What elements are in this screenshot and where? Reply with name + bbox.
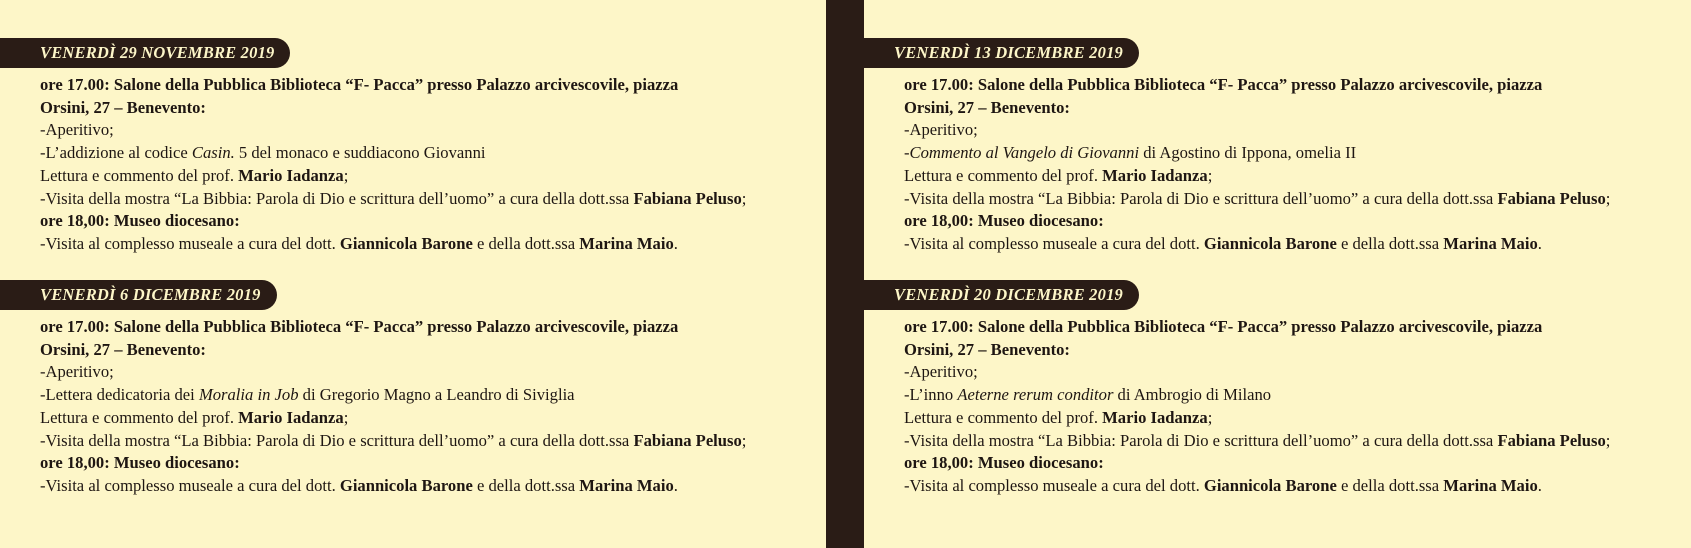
- event-body: [0, 74, 790, 256]
- guide-name: Marina Maio: [1443, 233, 1538, 253]
- center-divider: [826, 0, 864, 548]
- museum-text: .: [1537, 475, 1542, 495]
- comment-text: Lettura e commento del prof.: [40, 407, 239, 427]
- event-date-banner: VENERDÌ 6 DICEMBRE 2019: [0, 280, 277, 310]
- guide-name: Giannicola Barone: [1203, 475, 1337, 495]
- curator-name: Fabiana Peluso: [633, 430, 742, 450]
- event-block: [864, 38, 1654, 256]
- exhibit-text: -Visita della mostra “La Bibbia: Parola di Dio e scrittura dell’uomo” a cura della dott.ssa: [40, 188, 634, 208]
- museum-heading: ore 18,00: Museo diocesano:: [40, 211, 240, 231]
- event-body: [864, 74, 1654, 256]
- reading-line: [904, 384, 1654, 407]
- curator-name: Fabiana Peluso: [1497, 430, 1606, 450]
- museum-heading: ore 18,00: Museo diocesano:: [904, 211, 1104, 231]
- comment-text: Lettura e commento del prof.: [40, 165, 239, 185]
- exhibit-text: -Visita della mostra “La Bibbia: Parola di Dio e scrittura dell’uomo” a cura della dott.ssa: [904, 430, 1498, 450]
- venue-line: ore 17.00: Salone della Pubblica Biblioteca “F- Pacca” presso Palazzo arcivescovile, piazza: [40, 317, 679, 336]
- museum-line: [40, 475, 790, 498]
- comment-text: ;: [1207, 165, 1213, 185]
- museum-text: e della dott.ssa: [472, 475, 580, 495]
- comment-line: [904, 165, 1654, 188]
- comment-text: ;: [1207, 407, 1213, 427]
- reading-text: -L’addizione al codice: [40, 143, 192, 163]
- reading-text: 5 del monaco e suddiacono Giovanni: [234, 143, 486, 163]
- museum-text: -Visita al complesso museale a cura del dott.: [40, 233, 340, 253]
- comment-text: Lettura e commento del prof.: [904, 165, 1103, 185]
- reading-title: Aeterne rerum conditor: [957, 385, 1114, 405]
- event-date-banner: VENERDÌ 20 DICEMBRE 2019: [854, 280, 1139, 310]
- museum-line: [40, 233, 790, 256]
- event-body: [0, 316, 790, 498]
- exhibit-line: [40, 188, 790, 211]
- aperitivo-line: -Aperitivo;: [904, 362, 978, 382]
- curator-name: Fabiana Peluso: [633, 188, 742, 208]
- guide-name: Giannicola Barone: [339, 233, 473, 253]
- venue-line: Orsini, 27 – Benevento:: [904, 97, 1070, 117]
- guide-name: Giannicola Barone: [339, 475, 473, 495]
- exhibit-text: ;: [741, 430, 747, 450]
- reading-text: di Gregorio Magno a Leandro di Siviglia: [298, 385, 575, 405]
- exhibit-line: [40, 430, 790, 453]
- speaker-name: Mario Iadanza: [1102, 407, 1208, 427]
- comment-text: ;: [343, 165, 349, 185]
- museum-text: e della dott.ssa: [1336, 475, 1444, 495]
- reading-text: di Ambrogio di Milano: [1113, 385, 1272, 405]
- museum-heading: ore 18,00: Museo diocesano:: [904, 453, 1104, 473]
- aperitivo-line: -Aperitivo;: [40, 120, 114, 140]
- museum-text: -Visita al complesso museale a cura del dott.: [904, 475, 1204, 495]
- reading-line: [40, 142, 790, 165]
- guide-name: Marina Maio: [579, 233, 674, 253]
- event-date-banner: VENERDÌ 13 DICEMBRE 2019: [854, 38, 1139, 68]
- reading-text: -L’inno: [904, 385, 958, 405]
- aperitivo-line: -Aperitivo;: [40, 362, 114, 382]
- museum-line: [904, 475, 1654, 498]
- guide-name: Marina Maio: [1443, 475, 1538, 495]
- museum-text: -Visita al complesso museale a cura del dott.: [40, 475, 340, 495]
- speaker-name: Mario Iadanza: [1102, 165, 1208, 185]
- speaker-name: Mario Iadanza: [238, 165, 344, 185]
- exhibit-text: -Visita della mostra “La Bibbia: Parola di Dio e scrittura dell’uomo” a cura della dott.ssa: [904, 188, 1498, 208]
- reading-line: [40, 384, 790, 407]
- guide-name: Marina Maio: [579, 475, 674, 495]
- venue-line: Orsini, 27 – Benevento:: [40, 97, 206, 117]
- museum-text: -Visita al complesso museale a cura del dott.: [904, 233, 1204, 253]
- reading-text: di Agostino di Ippona, omelia II: [1139, 143, 1357, 163]
- venue-line: ore 17.00: Salone della Pubblica Biblioteca “F- Pacca” presso Palazzo arcivescovile, piazza: [40, 75, 679, 94]
- reading-text: -: [904, 143, 910, 163]
- event-body: [864, 316, 1654, 498]
- venue-line: ore 17.00: Salone della Pubblica Biblioteca “F- Pacca” presso Palazzo arcivescovile, piazza: [904, 75, 1543, 94]
- exhibit-text: ;: [741, 188, 747, 208]
- comment-line: [40, 407, 790, 430]
- museum-heading: ore 18,00: Museo diocesano:: [40, 453, 240, 473]
- museum-line: [904, 233, 1654, 256]
- comment-line: [904, 407, 1654, 430]
- reading-line: [904, 142, 1654, 165]
- comment-text: ;: [343, 407, 349, 427]
- museum-text: .: [673, 475, 678, 495]
- aperitivo-line: -Aperitivo;: [904, 120, 978, 140]
- event-block: [0, 280, 790, 498]
- reading-title: Casin.: [191, 143, 235, 163]
- exhibit-line: [904, 188, 1654, 211]
- exhibit-text: -Visita della mostra “La Bibbia: Parola di Dio e scrittura dell’uomo” a cura della dott.ssa: [40, 430, 634, 450]
- museum-text: e della dott.ssa: [472, 233, 580, 253]
- museum-text: e della dott.ssa: [1336, 233, 1444, 253]
- comment-text: Lettura e commento del prof.: [904, 407, 1103, 427]
- venue-line: Orsini, 27 – Benevento:: [40, 339, 206, 359]
- reading-text: -Lettera dedicatoria dei: [40, 385, 199, 405]
- exhibit-text: ;: [1605, 188, 1611, 208]
- reading-title: Moralia in Job: [198, 385, 299, 405]
- curator-name: Fabiana Peluso: [1497, 188, 1606, 208]
- speaker-name: Mario Iadanza: [238, 407, 344, 427]
- reading-title: Commento al Vangelo di Giovanni: [909, 143, 1140, 163]
- comment-line: [40, 165, 790, 188]
- event-block: [864, 280, 1654, 498]
- exhibit-text: ;: [1605, 430, 1611, 450]
- exhibit-line: [904, 430, 1654, 453]
- museum-text: .: [673, 233, 678, 253]
- guide-name: Giannicola Barone: [1203, 233, 1337, 253]
- venue-line: Orsini, 27 – Benevento:: [904, 339, 1070, 359]
- event-date-banner: VENERDÌ 29 NOVEMBRE 2019: [0, 38, 290, 68]
- event-block: [0, 38, 790, 256]
- museum-text: .: [1537, 233, 1542, 253]
- venue-line: ore 17.00: Salone della Pubblica Biblioteca “F- Pacca” presso Palazzo arcivescovile, piazza: [904, 317, 1543, 336]
